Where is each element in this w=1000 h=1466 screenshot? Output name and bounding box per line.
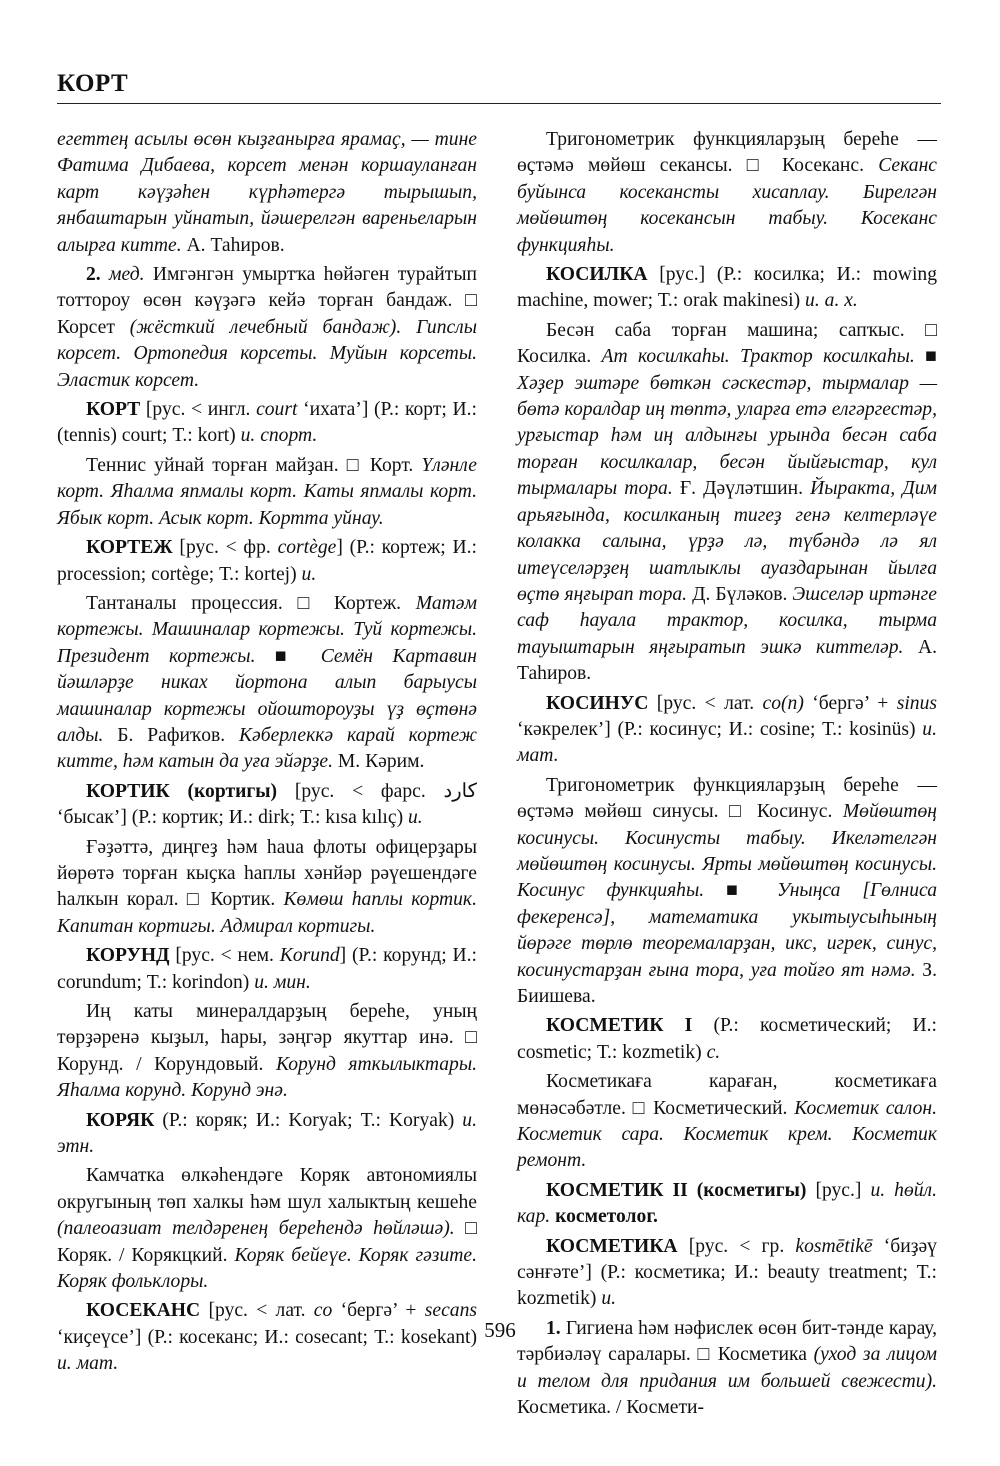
header-rule bbox=[57, 103, 941, 104]
body-text: ] (Р.: корунд; И.: corundum; Т.: korindon) bbox=[57, 945, 477, 993]
headword-text: КОСИНУС bbox=[546, 692, 649, 714]
italic-text: и. bbox=[408, 807, 423, 829]
body-text: (Р.: косметический; И.: cosmetic; Т.: kozmetik) bbox=[517, 1015, 938, 1063]
headword-text: 2. bbox=[86, 264, 101, 286]
body-text: [рус. < фр. bbox=[172, 537, 278, 559]
dictionary-paragraph bbox=[57, 999, 477, 1105]
headword-text: КОРУНД bbox=[86, 945, 170, 967]
body-text: Тантаналы процессия. □ Кортеж. bbox=[86, 592, 416, 614]
dictionary-paragraph bbox=[517, 691, 937, 770]
body-text: (Р.: коряк; И.: Koryak; Т.: Koryak) bbox=[154, 1109, 463, 1131]
body-text: ‘бергә’ + bbox=[803, 692, 897, 714]
body-text: □ Коряк. / Корякцкий. bbox=[57, 1218, 477, 1266]
body-text: М. Кәрим. bbox=[332, 751, 425, 773]
italic-text: cortège bbox=[277, 537, 337, 559]
headword-text: 1. bbox=[546, 1317, 561, 1339]
italic-text: Йыракта, Дим арьяғында, косилканың тигеҙ генә келтерләүе колакка салына, үрҙә лә, түбәндә лә ял итеүселәрҙең шатлыклы ауаздарынан йылға өҫтө яңғырап тора. bbox=[517, 478, 937, 605]
dictionary-paragraph bbox=[517, 1013, 937, 1066]
body-text: Косметикаға караған, косметикаға мөнәсәбәтле. □ Косметический. bbox=[517, 1071, 937, 1119]
dictionary-paragraph bbox=[57, 535, 477, 588]
italic-text: и. этн. bbox=[57, 1109, 477, 1158]
dictionary-paragraph bbox=[517, 127, 937, 259]
italic-text: Көмөш һаплы кортик. Капитан кортигы. Адмирал кортигы. bbox=[57, 889, 477, 937]
italic-text: и. һөйл. кар. bbox=[517, 1179, 937, 1228]
body-text: Тригонометрик функцияларҙың береһе — өҫтәмә мөйөш синусы. □ Косинус. bbox=[517, 774, 937, 823]
italic-text: Семён Картавин йәшләрҙе никах йортона алып барыусы машиналар кортежы ойоштороуҙы үҙ өҫтөнә алды. bbox=[57, 645, 477, 746]
body-text bbox=[101, 264, 109, 285]
italic-text: secans bbox=[424, 1300, 477, 1322]
headword-text: КОСМЕТИКА bbox=[546, 1235, 678, 1257]
italic-text: и. bbox=[601, 1288, 617, 1310]
italic-text: мед. bbox=[109, 264, 145, 286]
body-text: ‘бергә’ + bbox=[332, 1300, 425, 1322]
italic-text: егеттең асылы өсөн кыҙғанырға ярамаҫ, — тине Фатима Дибаева, корсет менән коршауланған карт кәүҙәһен күрһәтергә тырышып, янбаштарын уйнатып, йәшерелгән вареньеларын алырға китте. bbox=[57, 129, 477, 256]
headword-text: КОСЕКАНС bbox=[86, 1300, 201, 1322]
dictionary-paragraph bbox=[57, 943, 477, 996]
left-column bbox=[57, 127, 477, 1381]
italic-text: Корунд яткылыктары. Яһалма корунд. Корунд энә. bbox=[57, 1053, 477, 1102]
body-text: Тригонометрик функцияларҙың береһе — өҫтәмә мөйөш секансы. □ Косеканс. bbox=[517, 129, 937, 177]
body-text: ■ bbox=[255, 645, 321, 667]
dictionary-paragraph bbox=[57, 835, 477, 941]
dictionary-paragraph bbox=[57, 779, 477, 832]
italic-text: Хәҙер эштәре бөткән сәскестәр, тырмалар — бөтә коралдар иң төптә, уларға етә елгәргестәр, урғыстар һәм иң алдынғы урында бесән саба торған косилкалар, бесән йыйғыстар, кул тырмалары тора. bbox=[517, 372, 937, 500]
headword-text: КОСМЕТИК I bbox=[546, 1015, 693, 1037]
italic-text: Эшселәр иртәнге саф һауала трактор, косилка, тырма тауыштарын яңғыратып эшкә киттеләр. bbox=[517, 583, 937, 658]
body-text: ‘киҫеүсе’] (Р.: косеканс; И.: cosecant; Т.: kosekant) bbox=[57, 1326, 477, 1348]
dictionary-paragraph bbox=[517, 1069, 937, 1175]
body-text: [рус.] bbox=[806, 1179, 871, 1201]
italic-text: (палеоазиат телдәренең береһендә һөйләшә). bbox=[57, 1218, 455, 1240]
headword-text: КОСИЛКА bbox=[546, 264, 648, 286]
headword-text: косметолог. bbox=[555, 1206, 658, 1228]
body-text: Имгәнгән умыртҡа һөйәген турайтып тоттороу өсөн кәүҙәгә кейә торған бандаж. □ Корсет bbox=[57, 264, 477, 338]
italic-text: Кәберлеккә карай кортеж китте, һәм катын да уға эйәрҙе. bbox=[57, 724, 477, 773]
italic-text: и. bbox=[301, 563, 317, 585]
dictionary-paragraph bbox=[517, 1178, 937, 1231]
body-text: [рус. < фарс. کارد ‘бысак’] (Р.: кортик; И.: dirk; Т.: kısa kılıç) bbox=[57, 780, 477, 829]
headword-text: КОСМЕТИК II (косметигы) bbox=[546, 1179, 807, 1201]
dictionary-paragraph bbox=[57, 127, 477, 259]
italic-text: и. мат. bbox=[517, 718, 937, 767]
italic-text: Матәм кортежы. Машиналар кортежы. Туй кортежы. Президент кортежы. bbox=[57, 592, 477, 667]
italic-text: Мөйөштөң косинусы. Косинусты табыу. Икеләтелгән мөйөштөң косинусы. Ярты мөйөштөң косинусы. Косинус функцияһы. bbox=[517, 801, 937, 902]
italic-text: Korund bbox=[279, 945, 340, 967]
italic-text: court bbox=[256, 399, 298, 421]
dictionary-paragraph bbox=[57, 453, 477, 532]
italic-text: Ат косилкаһы. Трактор косилкаһы. bbox=[601, 346, 915, 368]
body-text: [рус. < лат. bbox=[648, 692, 763, 714]
dictionary-paragraph bbox=[57, 591, 477, 776]
italic-text: (уход за лицом и телом для придания им большей свежести). bbox=[517, 1344, 937, 1392]
body-text: Косметика. / Космети- bbox=[517, 1397, 705, 1419]
body-text: [рус. < гр. bbox=[677, 1235, 796, 1257]
italic-text: co bbox=[313, 1300, 333, 1322]
italic-text: Секанс буйынса косекансты хисаплау. Бирелгән мөйөштөң косекансын табыу. Косеканс функцияһы. bbox=[517, 155, 937, 256]
body-text: Бесән саба торған машина; сапҡыс. □ Косилка. bbox=[517, 319, 937, 368]
italic-text: sinus bbox=[896, 692, 937, 714]
right-column bbox=[517, 127, 937, 1425]
body-text: Камчатка өлкәһендәге Коряк автономиялы округының төп халкы һәм шул халыктың кешеһе bbox=[57, 1165, 477, 1213]
body-text: А. Таһиров. bbox=[517, 636, 937, 685]
body-text: ] (Р.: кортеж; И.: procession; cortège; Т.: kortej) bbox=[57, 537, 477, 585]
body-text: Теннис уйнай торған майҙан. □ Корт. bbox=[86, 454, 422, 476]
dictionary-paragraph bbox=[57, 1108, 477, 1161]
body-text: Иң каты минералдарҙың береһе, уның төрҙәренә кыҙыл, һары, зәңгәр якуттар инә. □ Корунд. / Корундовый. bbox=[57, 1001, 477, 1075]
dictionary-paragraph bbox=[517, 318, 937, 688]
italic-text: Үләнле корт. Яһалма япмалы корт. Каты япмалы корт. Ябык корт. Асык корт. Кортта уйнау. bbox=[57, 454, 477, 529]
dictionary-paragraph bbox=[57, 397, 477, 450]
body-text: ■ bbox=[914, 346, 937, 368]
body-text: [рус. < лат. bbox=[200, 1300, 314, 1322]
italic-text: co(n) bbox=[762, 692, 804, 714]
body-text: Б. Рафиҡов. bbox=[103, 724, 240, 746]
page-number: 596 bbox=[484, 1318, 516, 1342]
italic-text: с. bbox=[706, 1041, 721, 1063]
body-text: Д. Бүләков. bbox=[687, 583, 793, 605]
body-text: ‘биҙәү сәнғәте’] (Р.: косметика; И.: beauty treatment; Т.: kozmetik) bbox=[517, 1235, 937, 1310]
body-text: А. Таһиров. bbox=[181, 234, 285, 256]
italic-text: (жёсткий лечебный бандаж). Гипслы корсет. Ортопедия корсеты. Муйын корсеты. Эластик корсет. bbox=[57, 316, 477, 391]
body-text: Ғ. Дәүләтшин. bbox=[672, 478, 811, 500]
italic-text: kosmētikē bbox=[795, 1235, 873, 1257]
body-text: Гигиена һәм нәфислек өсөн бит-тәнде карау, тәрбиәләү саралары. □ Косметика bbox=[517, 1317, 937, 1366]
running-head: КОРТ bbox=[57, 70, 129, 97]
dictionary-paragraph bbox=[517, 1234, 937, 1313]
italic-text: Коряк бейеүе. Коряк гәзите. Коряк фольклоры. bbox=[57, 1244, 477, 1293]
headword-text: КОРТЕЖ bbox=[86, 537, 173, 559]
italic-text: и. спорт. bbox=[240, 425, 318, 447]
italic-text: Уныңса [Гөлниса фекеренсә], математика укытыусыһының йөрәге төрлө теоремаларҙан, икс, игрек, синус, косинустарҙан ғына тора, уға тойғо ят нәмә. bbox=[517, 880, 937, 981]
dictionary-paragraph bbox=[517, 773, 937, 1011]
italic-text: и. мин. bbox=[254, 971, 311, 993]
headword-text: КОРЯК bbox=[86, 1109, 155, 1131]
body-text: Ғәҙәттә, диңгеҙ һәм һаua флоты офицерҙары йөрөтә торған кыҫка һаплы хәнйәр рәүешендәге һалкын корал. □ Кортик. bbox=[57, 836, 477, 911]
body-text: [рус. < ингл. bbox=[140, 399, 257, 421]
italic-text: Косметик салон. Косметик сара. Косметик крем. Косметик ремонт. bbox=[517, 1097, 937, 1172]
dictionary-paragraph bbox=[517, 262, 937, 315]
body-text: ‘ихата’] (Р.: корт; И.: (tennis) court; Т.: kort) bbox=[57, 399, 477, 447]
body-text: ■ bbox=[704, 880, 778, 902]
italic-text: и. а. х. bbox=[805, 290, 858, 312]
headword-text: КОРТ bbox=[86, 399, 141, 421]
body-text: [рус. < нем. bbox=[169, 945, 280, 967]
body-text: ‘кәкрелек’] (Р.: косинус; И.: cosine; Т.: kosinüs) bbox=[517, 718, 923, 740]
body-text: [рус.] (Р.: косилка; И.: mowing machine, mower; Т.: orak makinesi) bbox=[517, 264, 937, 312]
italic-text: и. мат. bbox=[57, 1353, 119, 1375]
headword-text: КОРТИК (кортигы) bbox=[86, 780, 278, 802]
body-text: З. Биишева. bbox=[517, 959, 937, 1007]
dictionary-paragraph bbox=[57, 262, 477, 394]
dictionary-paragraph bbox=[57, 1163, 477, 1295]
